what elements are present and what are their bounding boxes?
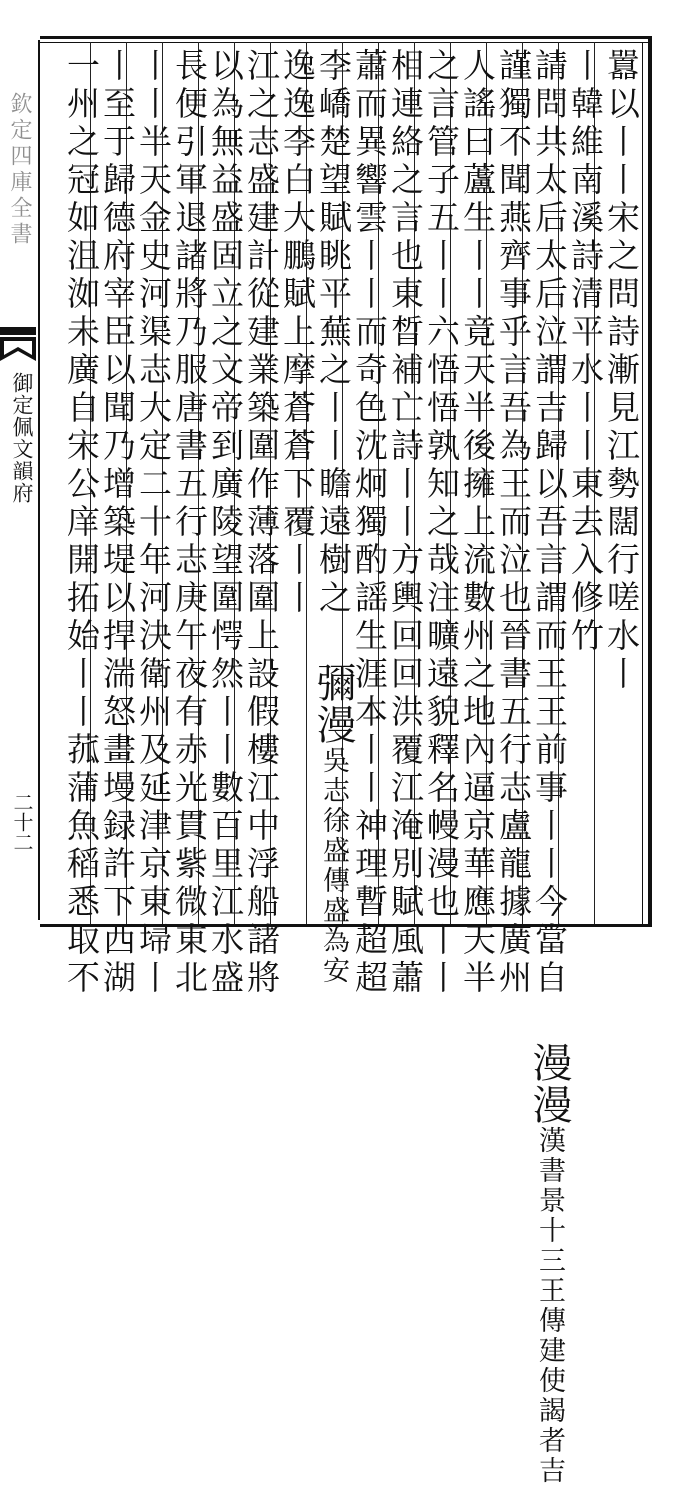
column-text: 以為無益盛固立之文帝到廣陵望圍愕然丨丨數百里江水盛	[206, 48, 245, 998]
headword: 彌漫	[310, 662, 356, 746]
column-text: 一州之冠如沮洳未廣自宋公庠開拓始丨丨菰蒲魚稻悉取不	[62, 48, 101, 998]
book-title: 御定佩文韻府	[10, 372, 34, 504]
frame-top-rule	[40, 36, 652, 39]
column-text: 人謠曰蘆生丨丨竟天半後擁上流數州之地內逼京華應天半	[458, 48, 497, 998]
headword-commentary: 漢書景十三王傳建使謁者吉	[534, 1126, 565, 1486]
column-text: 蕭而異響雲丨丨而奇色沈炯獨酌謡生涯本丨丨神理暫超超	[350, 48, 389, 998]
fish-tail-icon	[0, 327, 36, 367]
column-text: 請問共太后太后泣謂吉歸以吾言謂而王王前事丨丨今當自	[530, 48, 569, 998]
column-text: 江之志盛建計從建業築圍作薄落圍上設假樓江中浮船諸將	[242, 48, 281, 998]
margin-divider	[38, 40, 40, 920]
column-text: 丨至于歸德府宰臣以聞乃增築堤以捍湍怒畫墁録許下西湖	[98, 48, 137, 998]
column-text: 之言管子五丨丨六悟悟孰知之哉注曠遠貌釋名幔漫也丨丨	[422, 48, 461, 998]
column-text: 李嶠楚望賦眺平蕪之丨丨瞻遠樹之	[314, 48, 353, 618]
frame-right-rule	[648, 36, 652, 927]
column-text: 逸逸李白大鵬賦上摩蒼蒼下覆丨丨	[278, 48, 317, 618]
margin-top-text: 欽定四庫全書	[7, 92, 32, 248]
headword-commentary: 吳志徐盛傳盛為安	[318, 746, 349, 986]
column-text: 丨丨半天金史河渠志大定二十年河決衛州及延津京東埽丨	[134, 48, 173, 998]
column-text: 丨韓維南溪詩清平水丨丨東去入修竹	[566, 48, 605, 656]
page-number: 二十二	[10, 792, 34, 852]
margin-strip	[0, 40, 42, 920]
frame-top-inner-rule	[40, 42, 652, 43]
text-column	[57, 48, 105, 998]
headword: 漫漫	[526, 1042, 572, 1126]
column-text: 謹獨不聞燕齊事乎言吾為王而泣也晉書五行志盧龍據廣州	[494, 48, 533, 998]
column-text: 長便引軍退諸將乃服唐書五行志庚午夜有赤光貫紫微東北	[170, 48, 209, 998]
column-text: 相連絡之言也東晳補亡詩丨丨方輿回回洪覆江淹別賦風蕭	[386, 48, 425, 998]
column-text: 囂以丨丨宋之問詩漸見江勢闊行嗟水丨	[602, 48, 641, 694]
